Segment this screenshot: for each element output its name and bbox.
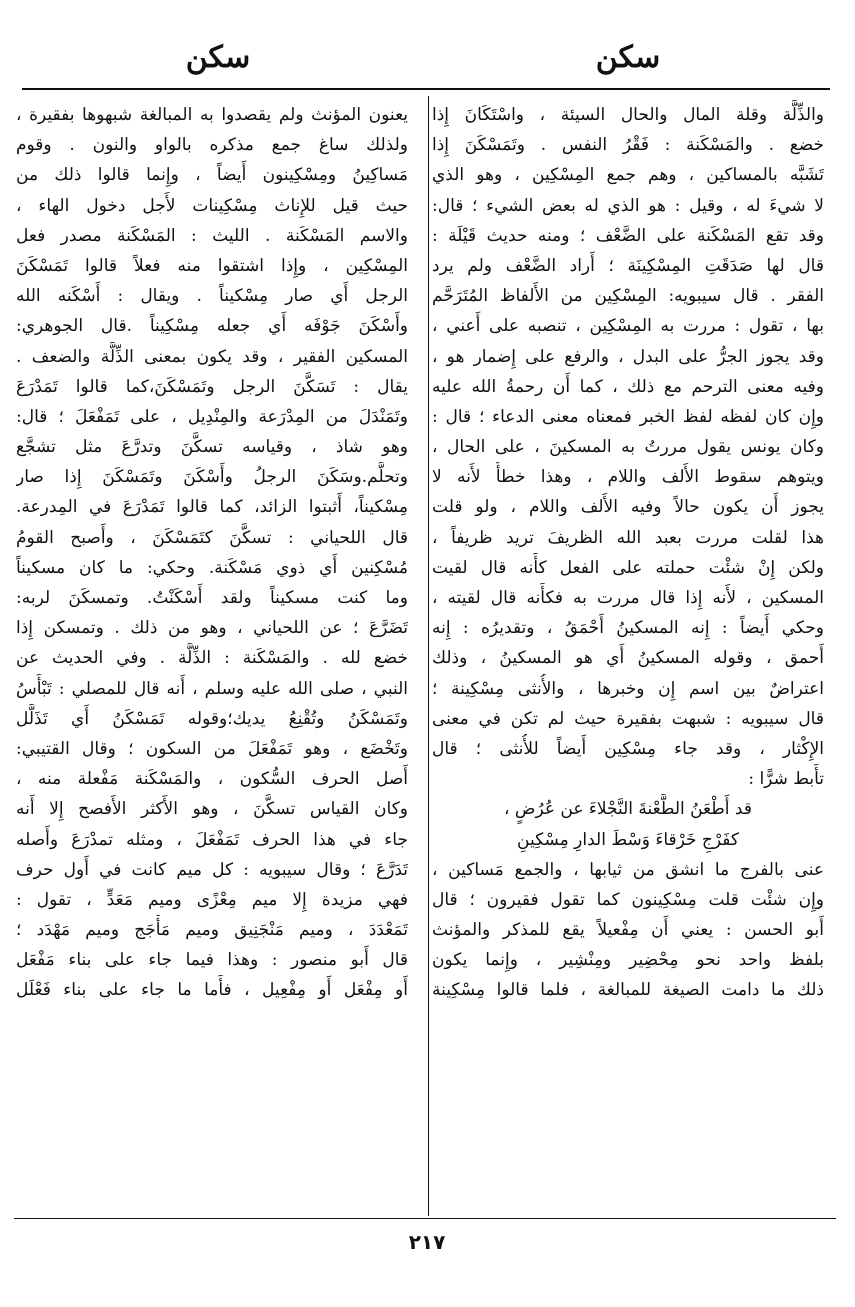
text-line: وتَخْضَع ، وهو تَمَفْعَلَ من السكون ؛ وقال القتيبي: xyxy=(16,738,408,759)
text-line: مِسْكيناً، أَثبتوا الزائد، كما قالوا تَمَدْرَعَ في المِدرعة. xyxy=(16,497,408,518)
right-column xyxy=(432,100,824,1212)
text-line: وإِن شئْت قلت مِسْكِينون كما تقول فقيرون ؛ قال xyxy=(432,889,824,910)
text-line: مُسْكِنين أَي ذوي مَسْكَنة. وحكي: ما كان مسكيناً xyxy=(16,557,408,578)
header-word-right: سكن xyxy=(595,40,661,75)
text-line: قال أَبو منصور : وهذا فيما جاء على بناء مَفْعَل xyxy=(16,950,408,971)
page-number: ٢١٧ xyxy=(408,1230,446,1254)
text-line: وتَمَسْكَنُ وتُقْنِعُ يديك؛وقوله تَمَسْكَنُ أَي تَذَلَّل xyxy=(16,708,408,729)
text-line: ذلك ما دامت الصيغة للمبالغة ، فلما قالوا مِسْكِينة xyxy=(432,980,824,1001)
text-line: الإِكْثار ، وقد جاء مِسْكِين أَيضاً للأُنثى ؛ قال xyxy=(432,738,824,759)
text-line: وما كنت مسكيناً ولقد أَسْكَنْتُ. وتمسكَنَ لربه: xyxy=(16,588,408,608)
text-line: ولذلك ساغ جمع مذكره بالواو والنون . وقوم xyxy=(16,135,408,156)
text-line: فهي مزيدة إِلا ميم مِعْزًى وميم مَعَدٍّ ، تقول : xyxy=(16,889,408,910)
text-line: كفَرْجِ خَرْقاءَ وَسْطَ الدارِ مِسْكِينِ xyxy=(517,829,739,850)
text-line: الفقر . قال سيبويه: المِسْكِين من الأَلفاظ المُتَرَحَّم xyxy=(432,286,824,307)
text-line: قال لها صَدَقَتِ المِسْكِينَة ؛ أَراد الضَّعْف ولم يرد xyxy=(432,255,824,276)
text-line: تَمَعْدَدَ ، وميم مَنْجَنِيق وميم مَأْجَج وميم مَهْدَد ؛ xyxy=(16,920,408,941)
text-line: تأَبط شرًّا : xyxy=(748,769,824,790)
text-line: عنى بالفرج ما انشق من ثيابها ، والجمع مَساكين ، xyxy=(432,859,824,880)
text-line: وإِن كان لفظه لفظ الخبر فمعناه معنى الدعاء ؛ قال : xyxy=(432,406,824,427)
text-line: قال سيبويه : شبهت بفقيرة حيث لم تكن في معنى xyxy=(432,708,824,729)
text-line: ويتوهم سقوط الأَلف واللام ، وهذا خطأٌ لأَنه لا xyxy=(432,467,824,488)
text-line: أَو مِفْعَل أَو مِفْعِيل ، فأَما ما جاء على بناء فَعْلَل xyxy=(16,980,408,1001)
text-line: والذِّلَّة وقلة المال والحال السيئة ، واسْتَكَانَ إِذا xyxy=(432,105,824,125)
footer-rule xyxy=(14,1218,836,1219)
text-line: بلفظ واحد نحو مِحْضِير ومِنْشِير ، وإِنما يكون xyxy=(432,950,824,971)
text-line: حيث قيل للإِناث مِسْكِينات لأَجل دخول الهاء ، xyxy=(16,195,408,216)
text-line: اعتراضٌ بين اسم إِن وخبرها ، والأُنثى مِسْكِينة ؛ xyxy=(432,678,824,699)
page-header xyxy=(0,40,855,90)
text-line: وقد يجوز الجرُّ على البدل ، والرفع على إِضمار هو ، xyxy=(432,346,824,367)
column-divider xyxy=(428,96,429,1216)
text-line: يعنون المؤنث ولم يقصدوا به المبالغة شبهوها بفقيرة ، xyxy=(16,105,408,125)
text-line: وكان يونس يقول مررتُ به المسكينَ ، على الحال ، xyxy=(432,437,824,458)
text-line: المسكين ، لأَنه إِذا قال مررت به فكأَنه قال لقيته ، xyxy=(432,588,824,608)
text-line: المِسْكِين ، وإِذا اشتقوا منه فعلاً قالوا تَمَسْكَنَ xyxy=(16,255,408,276)
text-line: وتَمَنْدَلَ من المِدْرَعة والمِنْدِيل ، على تَمَفْعَلَ ؛ قال: xyxy=(16,406,408,427)
text-line: وقد تقع المَسْكَنة على الضَّعْف ؛ ومنه حديث قَيْلَة : xyxy=(432,225,824,246)
text-line: وأَسْكَنَ جَوْفَه أَي جعله مِسْكِيناً .قال الجوهري: xyxy=(16,316,408,337)
text-line: أَصل الحرف السُّكون ، والمَسْكَنة مَفْعلة منه ، xyxy=(16,769,408,790)
text-line: المسكين الفقير ، وقد يكون بمعنى الذِّلَّة والضعف . xyxy=(16,346,408,367)
text-line: وكان القياس تسكَّنَ ، وهو الأَكثر الأَفصح إِلا أَنه xyxy=(16,799,408,820)
text-line: لا شيءَ له ، وقيل : هو الذي له بعض الشيء ؛ قال: xyxy=(432,195,824,216)
text-line: يقال : تَسَكَّنَ الرجل وتَمَسْكَنَ،كما قالوا تَمَدْرَعَ xyxy=(16,376,408,397)
header-word-left: سكن xyxy=(185,40,251,75)
text-line: بها ، تقول : مررت به المِسْكِين ، تنصبه على أَعني ، xyxy=(432,316,824,337)
text-line: أَحمق ، وقوله المسكينُ أَي هو المسكينُ ، وذلك xyxy=(432,648,824,669)
text-line: النبي ، صلى الله عليه وسلم ، أَنه قال للمصلي : تَبْأَسُ xyxy=(16,678,408,699)
text-line: وحكي أَيضاً : إِنه المسكينُ أَحْمَقُ ، وتقديرُه : إِنه xyxy=(432,618,824,639)
text-line: الرجل أَي صار مِسْكيناً . ويقال : أَسْكَنه الله xyxy=(16,286,408,307)
text-line: يجوز أَن يكون حالاً وفيه الأَلف واللام ، ولو قلت xyxy=(432,497,824,518)
left-column xyxy=(16,100,408,1212)
text-line: جاء في هذا الحرف تَمَفْعَلَ ، ومثله تمدْرَعَ وأَصله xyxy=(16,829,408,850)
text-line: وتحلَّم.وسَكَنَ الرجلُ وأَسْكَنَ وتَمَسْكَنَ إِذا صار xyxy=(16,467,408,488)
text-line: قد أَطْعَنُ الطَّعْنةَ النَّجْلاءَ عن عُرُضٍ ، xyxy=(504,799,752,820)
text-line: تَشَبَّه بالمساكين ، وهم جمع المِسْكِين ، وهو الذي xyxy=(432,165,824,186)
text-line: وفيه معنى الترحم مع ذلك ، كما أَن رحمةُ الله عليه xyxy=(432,376,824,397)
header-rule xyxy=(22,88,830,90)
text-line: والاسم المَسْكَنة . الليث : المَسْكَنة مصدر فعل xyxy=(16,225,408,246)
text-line: خضع لله . والمَسْكَنة : الذِّلَّة . وفي الحديث عن xyxy=(16,648,408,669)
text-line: وهو شاذ ، وقياسه تسكَّنَ وتدرَّعَ مثل تشجَّع xyxy=(16,437,408,458)
text-line: مَساكِينُ ومِسْكِينون أَيضاً ، وإِنما قالوا ذلك من xyxy=(16,165,408,186)
text-line: هذا لقلت مررت بعبد الله الظريفَ تريد ظريفاً ، xyxy=(432,527,824,548)
text-line: تَضَرَّعَ ؛ عن اللحياني ، وهو من ذلك . وتمسكن إِذا xyxy=(16,618,408,639)
text-line: خضع . والمَسْكَنة : فَقْرُ النفس . وتَمَسْكَنَ إِذا xyxy=(432,135,824,156)
text-line: أَبو الحسن : يعني أَن مِفْعيلاً يقع للمذكر والمؤنث xyxy=(432,920,824,941)
text-line: تَدَرَّعَ ؛ وقال سيبويه : كل ميم كانت في أَول حرف xyxy=(16,859,408,880)
text-line: ولكن إِنْ شئْت حملته على الفعل كأَنه قال لقيت xyxy=(432,557,824,578)
text-line: قال اللحياني : تسكَّنَ كتَمَسْكَنَ ، وأَصبح القومُ xyxy=(16,527,408,548)
